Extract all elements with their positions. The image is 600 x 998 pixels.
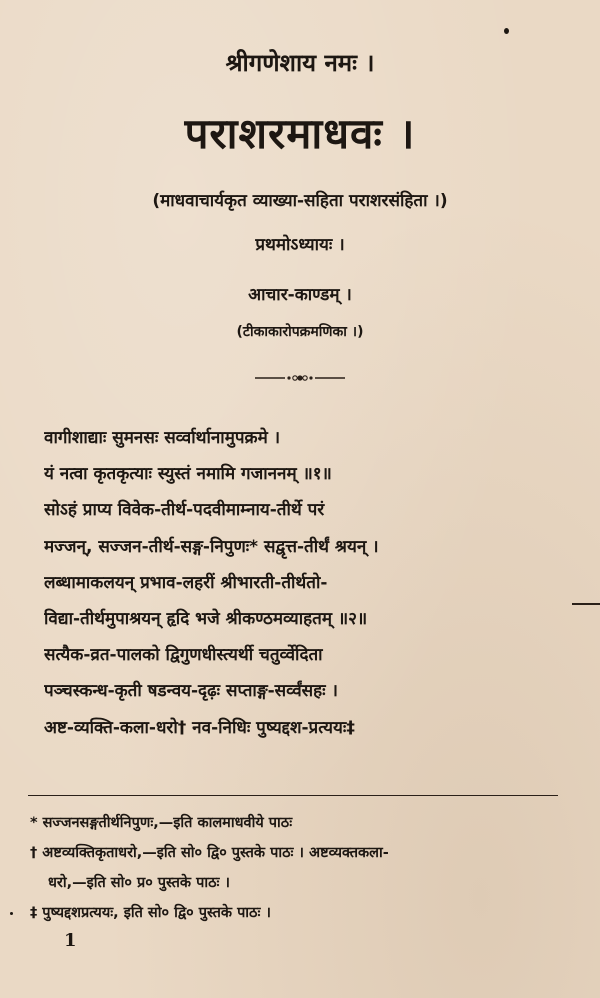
footnotes	[30, 808, 565, 928]
footnote-line: * सज्जनसङ्गतीर्थनिपुणः,—इति कालमाधवीये पाठः	[30, 815, 293, 831]
subtitle: (माधवाचार्यकृत व्याख्या-सहिता पराशरसंहिता ।)	[152, 191, 448, 211]
verse-line: सत्यैक-व्रत-पालको द्विगुणधीस्त्यर्थी चतुर्व्वेदिता	[44, 645, 323, 666]
page-number: 1	[64, 930, 77, 951]
footnote-line: धरो,—इति सो० प्र० पुस्तके पाठः ।	[48, 875, 230, 891]
chapter-heading: प्रथमोऽध्यायः ।	[255, 235, 345, 255]
verse-line: यं नत्वा कृतकृत्याः स्युस्तं नमामि गजाननम् ॥१॥	[44, 464, 332, 485]
verse-line: अष्ट-व्यक्ति-कला-धरो† नव-निधिः पुष्यद्दश-प्रत्ययः‡	[44, 717, 355, 738]
footnote-divider	[28, 795, 558, 796]
ink-speck	[504, 28, 509, 34]
invocation-heading: श्रीगणेशाय नमः ।	[225, 49, 375, 77]
verse-line: वागीशाद्याः सुमनसः सर्व्वार्थानामुपक्रमे ।	[44, 428, 281, 448]
edge-mark	[572, 603, 600, 605]
section-note: (टीकाकारोपक्रमणिका ।)	[236, 324, 364, 340]
verse-line: विद्या-तीर्थमुपाश्रयन् हृदि भजे श्रीकण्ठमव्याहतम् ॥२॥	[44, 608, 368, 629]
verse-line: पञ्चस्कन्ध-कृती षडन्वय-दृढ़ः सप्ताङ्ग-सर्व्वंसहः ।	[44, 681, 338, 702]
section-heading: आचार-काण्डम् ।	[248, 285, 352, 305]
footnote-line: ‡ पुष्यद्दशप्रत्ययः, इति सो० द्वि० पुस्तके पाठः ।	[30, 905, 271, 921]
page-title: पराशरमाधवः ।	[184, 109, 416, 158]
verse-line: मज्जन्, सज्जन-तीर्थ-सङ्ग-निपुणः* सद्वृत्त-तीर्थं श्रयन् ।	[44, 536, 379, 557]
footnote-line: † अष्टव्यक्तिकृताधरो,—इति सो० द्वि० पुस्तके पाठः । अष्टव्यक्तकला-	[30, 845, 389, 861]
verse-block	[44, 420, 574, 746]
verse-line: लब्धामाकलयन् प्रभाव-लहरीं श्रीभारती-तीर्थतो-	[44, 572, 328, 593]
ornament-divider	[255, 372, 345, 384]
verse-line: सोऽहं प्राप्य विवेक-तीर्थ-पदवीमाम्नाय-तीर्थे परं	[44, 500, 325, 521]
ink-speck	[10, 912, 13, 915]
